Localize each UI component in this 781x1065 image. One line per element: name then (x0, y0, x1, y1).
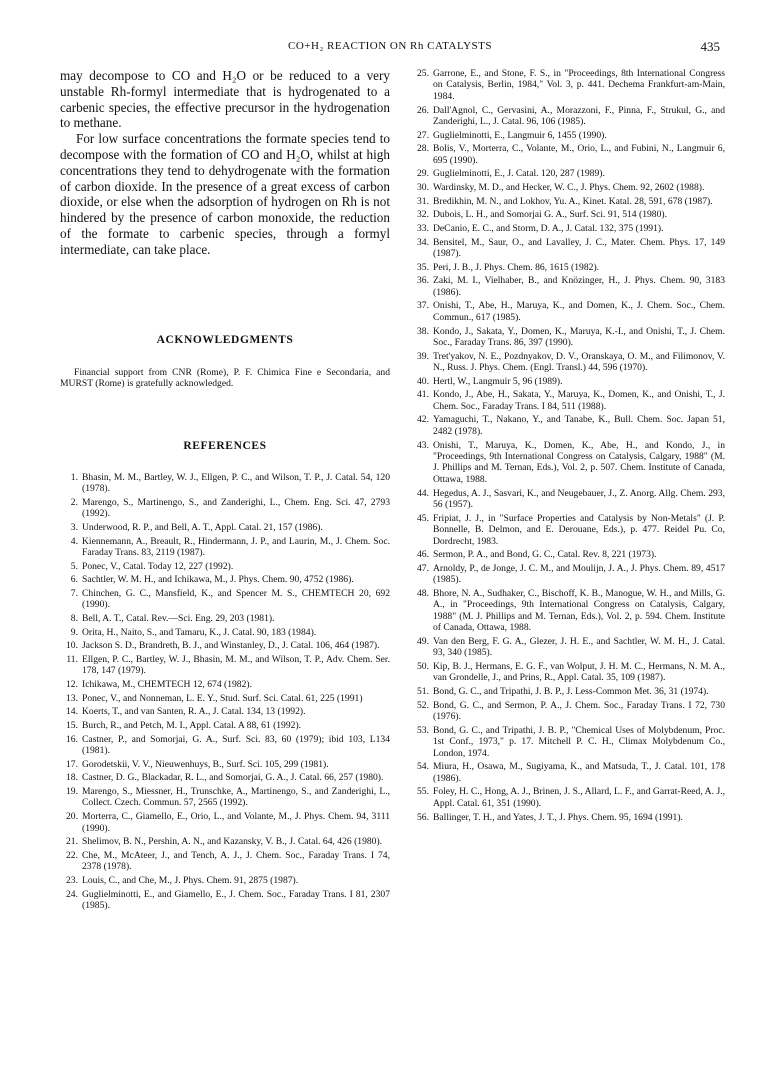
reference-text: Guglielminotti, E., Langmuir 6, 1455 (1990). (433, 129, 607, 141)
reference-item (413, 414, 725, 437)
reference-item (413, 105, 725, 128)
reference-number: 27. (417, 129, 429, 141)
reference-number: 18. (66, 772, 78, 784)
reference-number: 8. (70, 613, 78, 625)
reference-text: Bond, G. C., and Sermon, P. A., J. Chem. Soc., Faraday Trans. I 72, 730 (1976). (433, 699, 725, 723)
reference-number: 29. (417, 168, 429, 180)
reference-item (413, 143, 725, 166)
reference-text: Ellgen, P. C., Bartley, W. J., Bhasin, M. M., and Wilson, T. P., Adv. Chem. Ser. 178, 147 (1979). (82, 653, 390, 677)
reference-number: 36. (417, 275, 429, 287)
reference-item (413, 237, 725, 260)
reference-number: 12. (66, 679, 78, 691)
body-paragraph-2: For low surface concentrations the formate species tend to decompose with the formation of CO and H₂O, whilst at high concentrations they tend to dehydrogenate with the formation of carbon dioxide. In the presence of a great excess of carbon dioxide, or else when the adsorption of hydrogen on Rh is not hindered by the presence of carbon monoxide, the reduction of the formate to carbenic species, through a formyl intermediate, can take place. (60, 131, 390, 257)
reference-text: Bond, G. C., and Tripathi, J. B. P., J. Less-Common Met. 36, 31 (1974). (433, 686, 709, 698)
reference-text: Foley, H. C., Hong, A. J., Brinen, J. S., Allard, L. F., and Garrat-Reed, A. J., Appl. Catal. 61, 351 (1990). (433, 786, 725, 809)
reference-item (60, 536, 390, 559)
reference-text: Orita, H., Naito, S., and Tamaru, K., J. Catal. 90, 183 (1984). (82, 626, 317, 638)
reference-number: 49. (417, 635, 429, 647)
reference-item (413, 440, 725, 486)
reference-number: 43. (417, 439, 429, 451)
reference-number: 14. (66, 706, 78, 718)
reference-number: 26. (417, 104, 429, 116)
running-head: CO+H₂ REACTION ON Rh CATALYSTS (288, 40, 492, 52)
reference-number: 44. (417, 487, 429, 499)
reference-text: Guglielminotti, E., and Giamello, E., J. Chem. Soc., Faraday Trans. I 81, 2307 (1985). (82, 888, 390, 912)
reference-item (413, 686, 725, 697)
reference-text: Marengo, S., Martinengo, S., and Zanderighi, L., Chem. Eng. Sci. 47, 2793 (1992). (82, 496, 390, 520)
reference-item (60, 734, 390, 757)
reference-number: 1. (70, 471, 78, 483)
reference-item (413, 661, 725, 684)
reference-text: Bolis, V., Morterra, C., Volante, M., Orio, L., and Fubini, N., Langmuir 6, 695 (1990). (433, 143, 725, 166)
reference-text: Kip, B. J., Hermans, E. G. F., van Wolput, J. H. M. C., Hermans, N. M. A., van Grondelle, J., and Prins, R., Appl. Catal. 35, 109 (1987). (433, 660, 725, 684)
reference-text: Bredikhin, M. N., and Lokhov, Yu. A., Kinet. Katal. 28, 591, 678 (1987). (433, 195, 713, 207)
reference-item (60, 836, 390, 847)
reference-item (60, 679, 390, 690)
reference-number: 10. (66, 640, 78, 652)
reference-item (413, 196, 725, 207)
reference-text: Burch, R., and Petch, M. I., Appl. Catal. A 88, 61 (1992). (82, 719, 302, 731)
reference-item (413, 700, 725, 723)
reference-item (60, 497, 390, 520)
reference-item (60, 561, 390, 572)
reference-text: Ichikawa, M., CHEMTECH 12, 674 (1982). (82, 679, 252, 691)
reference-item (60, 772, 390, 783)
right-column (413, 68, 725, 825)
reference-text: Kiennemann, A., Breault, R., Hindermann, J. P., and Laurin, M., J. Chem. Soc. Faraday Trans. 83, 2119 (1987). (82, 535, 390, 559)
reference-number: 23. (66, 874, 78, 886)
reference-number: 53. (417, 724, 429, 736)
reference-text: Tret'yakov, N. E., Pozdnyakov, D. V., Oranskaya, O. M., and Filimonov, V. N., Russ. J. Phys. Chem. (Engl. Transl.) 44, 596 (1970). (433, 350, 725, 374)
reference-item (413, 68, 725, 102)
reference-text: Sachtler, W. M. H., and Ichikawa, M., J. Phys. Chem. 90, 4752 (1986). (82, 574, 354, 586)
reference-item (60, 472, 390, 495)
reference-item (413, 786, 725, 809)
reference-text: Garrone, E., and Stone, F. S., in "Proceedings, 8th International Congress on Catalysis, Berlin, 1984," Vol. 3, p. 441. Dechema Frankfurt-am-Main, 1984. (433, 68, 725, 102)
reference-text: Van den Berg, F. G. A., Glezer, J. H. E., and Sachtler, W. M. H., J. Catal. 93, 340 (1985). (433, 635, 725, 659)
reference-item (413, 300, 725, 323)
reference-number: 7. (70, 587, 78, 599)
reference-text: Sermon, P. A., and Bond, G. C., Catal. Rev. 8, 221 (1973). (433, 549, 657, 561)
reference-item (413, 223, 725, 234)
body-paragraph-1: may decompose to CO and H₂O or be reduced to a very unstable Rh-formyl intermediate that is hydrogenated to a carbenic species, the effective precursor in the hydrogenation to methane. (60, 68, 390, 131)
reference-number: 52. (417, 699, 429, 711)
reference-item (413, 812, 725, 823)
reference-item (60, 522, 390, 533)
reference-item (60, 811, 390, 834)
page-header (60, 40, 720, 56)
reference-text: Dall'Agnol, C., Gervasini, A., Morazzoni, F., Pinna, F., Strukul, G., and Zanderighi, L., J. Catal. 96, 106 (1985). (433, 104, 725, 127)
reference-text: Bell, A. T., Catal. Rev.—Sci. Eng. 29, 203 (1981). (82, 613, 275, 625)
reference-item (60, 627, 390, 638)
reference-number: 28. (417, 143, 429, 155)
reference-number: 25. (417, 68, 429, 79)
reference-item (413, 563, 725, 586)
reference-number: 39. (417, 350, 429, 362)
reference-text: Hertl, W., Langmuir 5, 96 (1989). (433, 375, 563, 387)
reference-number: 21. (66, 836, 78, 848)
reference-item (60, 759, 390, 770)
reference-text: Kondo, J., Abe, H., Sakata, Y., Maruya, K., Domen, K., and Onishi, T., J. Chem. Soc., Faraday Trans. I 84, 511 (1988). (433, 389, 725, 412)
reference-item (60, 720, 390, 731)
reference-text: Che, M., McAteer, J., and Tench, A. J., J. Chem. Soc., Faraday Trans. I 74, 2378 (1978). (82, 849, 390, 873)
reference-number: 37. (417, 300, 429, 312)
reference-number: 17. (66, 758, 78, 770)
page-number: 435 (700, 39, 720, 54)
reference-number: 22. (66, 849, 78, 861)
reference-text: Ballinger, T. H., and Yates, J. T., J. Phys. Chem. 95, 1694 (1991). (433, 811, 683, 823)
reference-number: 13. (66, 692, 78, 704)
reference-number: 16. (66, 733, 78, 745)
reference-number: 48. (417, 587, 429, 599)
reference-text: Fripiat, J. J., in "Surface Properties and Catalysis by Non-Metals" (J. P. Bonnelle, B. Delmon, and E. Derouane, Eds.), p. 477. Reidel Pu. Co, Dordrecht, 1983. (433, 512, 725, 547)
reference-text: Miura, H., Osawa, M., Sugiyama, K., and Matsuda, T., J. Catal. 101, 178 (1986). (433, 761, 725, 784)
reference-text: Hegedus, A. J., Sasvari, K., and Neugebauer, J., Z. Anorg. Allg. Chem. 293, 56 (1957). (433, 487, 725, 510)
left-column (60, 68, 390, 914)
reference-text: Onishi, T., Abe, H., Maruya, K., and Domen, K., J. Chem. Soc., Chem. Commun., 617 (1985). (433, 300, 725, 323)
reference-number: 47. (417, 562, 429, 574)
reference-text: Underwood, R. P., and Bell, A. T., Appl. Catal. 21, 157 (1986). (82, 521, 323, 533)
reference-number: 5. (70, 560, 78, 572)
reference-number: 3. (70, 521, 78, 533)
reference-number: 2. (70, 496, 78, 508)
reference-number: 51. (417, 686, 429, 698)
reference-number: 4. (70, 535, 78, 547)
reference-item (413, 275, 725, 298)
reference-item (60, 850, 390, 873)
reference-item (413, 376, 725, 387)
reference-text: Peri, J. B., J. Phys. Chem. 86, 1615 (1982). (433, 261, 600, 273)
reference-item (413, 209, 725, 220)
reference-item (60, 640, 390, 651)
reference-text: Ponec, V., and Nonneman, L. E. Y., Stud. Surf. Sci. Catal. 61, 225 (1991) (82, 692, 363, 704)
reference-item (60, 588, 390, 611)
reference-item (60, 706, 390, 717)
reference-number: 33. (417, 222, 429, 234)
references-heading: REFERENCES (183, 439, 267, 452)
reference-number: 24. (66, 888, 78, 900)
reference-text: Zaki, M. I., Vielhaber, B., and Knözinger, H., J. Phys. Chem. 90, 3183 (1986). (433, 275, 725, 298)
acknowledgments-heading: ACKNOWLEDGMENTS (156, 333, 294, 346)
reference-text: Koerts, T., and van Santen, R. A., J. Catal. 134, 13 (1992). (82, 706, 306, 718)
reference-item (413, 725, 725, 759)
reference-number: 42. (417, 414, 429, 426)
reference-number: 41. (417, 389, 429, 401)
reference-item (60, 574, 390, 585)
reference-text: Shelimov, B. N., Pershin, A. N., and Kazansky, V. B., J. Catal. 64, 426 (1980). (82, 836, 383, 848)
reference-list-right (413, 68, 725, 823)
reference-text: Dubois, L. H., and Somorjai G. A., Surf. Sci. 91, 514 (1980). (433, 209, 667, 221)
reference-number: 54. (417, 761, 429, 773)
reference-number: 19. (66, 786, 78, 797)
reference-number: 55. (417, 786, 429, 798)
reference-text: Gorodetskii, V. V., Nieuwenhuys, B., Surf. Sci. 105, 299 (1981). (82, 758, 329, 770)
reference-text: Onishi, T., Maruya, K., Domen, K., Abe, H., and Kondo, J., in "Proceedings, 9th International Congress on Catalysis, Calgary, 1988" (M. J. Phillips and M. Ternan, Eds.), Vol. 2, p. 507. Chem. Institute of Canada, Ottawa, 1988. (433, 439, 725, 485)
reference-item (413, 488, 725, 511)
reference-item (413, 389, 725, 412)
reference-item (413, 636, 725, 659)
reference-text: Wardinsky, M. D., and Hecker, W. C., J. Phys. Chem. 92, 2602 (1988). (433, 182, 705, 194)
reference-text: Bond, G. C., and Tripathi, J. B. P., "Chemical Uses of Molybdenum, Proc. 1st Conf., 1973," p. 17. Mitchell P. C. H., Climax Molybdenum Co., London, 1974. (433, 724, 725, 759)
reference-number: 34. (417, 236, 429, 248)
reference-text: Bhasin, M. M., Bartley, W. J., Ellgen, P. C., and Wilson, T. P., J. Catal. 54, 120 (1978). (82, 471, 390, 495)
reference-item (413, 351, 725, 374)
reference-item (60, 693, 390, 704)
reference-number: 30. (417, 182, 429, 194)
reference-number: 31. (417, 195, 429, 207)
reference-number: 40. (417, 375, 429, 387)
reference-item (413, 326, 725, 349)
reference-item (413, 262, 725, 273)
reference-item (60, 654, 390, 677)
acknowledgments-text: Financial support from CNR (Rome), P. F. Chimica Fine e Secondaria, and MURST (Rome) is gratefully acknowledged. (60, 366, 390, 390)
reference-text: Chinchen, G. C., Mansfield, K., and Spencer M. S., CHEMTECH 20, 692 (1990). (82, 587, 390, 611)
reference-text: Bhore, N. A., Sudhaker, C., Bischoff, K. B., Manogue, W. H., and Mills, G. A., in "Proceedings, 9th International Congress on Catalysis, Calgary, 1988" (M. J. Phillips and M. Ternan, Eds.), Vol. 2, p. 594. Chem. Institute of Canada, Ottawa, 1988. (433, 587, 725, 634)
reference-text: Arnoldy, P., de Jonge, J. C. M., and Moulijn, J. A., J. Phys. Chem. 89, 4517 (1985). (433, 562, 725, 586)
reference-number: 50. (417, 660, 429, 672)
reference-number: 32. (417, 209, 429, 221)
reference-text: Yamaguchi, T., Nakano, Y., and Tanabe, K., Bull. Chem. Soc. Japan 51, 2482 (1978). (433, 414, 725, 437)
reference-text: Castner, D. G., Blackadar, R. L., and Somorjai, G. A., J. Catal. 66, 257 (1980). (82, 772, 384, 784)
reference-text: Jackson S. D., Brandreth, B. J., and Winstanley, D., J. Catal. 106, 464 (1987). (82, 640, 380, 652)
reference-text: Louis, C., and Che, M., J. Phys. Chem. 91, 2875 (1987). (82, 874, 299, 886)
reference-number: 56. (417, 811, 429, 823)
reference-number: 38. (417, 325, 429, 337)
reference-text: Guglielminotti, E., J. Catal. 120, 287 (1989). (433, 168, 605, 180)
reference-text: Kondo, J., Sakata, Y., Domen, K., Maruya, K.-I., and Onishi, T., J. Chem. Soc., Faraday Trans. 86, 397 (1990). (433, 325, 725, 348)
reference-item (413, 513, 725, 547)
reference-item (413, 130, 725, 141)
reference-text: Castner, P., and Somorjai, G. A., Surf. Sci. 83, 60 (1979); ibid 103, L134 (1981). (82, 733, 390, 757)
reference-item (60, 875, 390, 886)
reference-item (413, 182, 725, 193)
reference-number: 9. (70, 626, 78, 638)
reference-text: DeCanio, E. C., and Storm, D. A., J. Catal. 132, 375 (1991). (433, 222, 664, 234)
reference-text: Bensitel, M., Saur, O., and Lavalley, J. C., Mater. Chem. Phys. 17, 149 (1987). (433, 236, 725, 260)
reference-item (60, 786, 390, 809)
reference-item (413, 761, 725, 784)
reference-text: Morterra, C., Giamello, E., Orio, L., and Volante, M., J. Phys. Chem. 94, 3111 (1990). (82, 811, 390, 834)
reference-item (413, 588, 725, 634)
reference-number: 46. (417, 549, 429, 561)
reference-number: 11. (66, 653, 78, 665)
reference-number: 15. (66, 719, 78, 731)
reference-number: 45. (417, 512, 429, 524)
reference-item (413, 549, 725, 560)
reference-item (413, 168, 725, 179)
reference-number: 20. (66, 811, 78, 823)
reference-item (60, 613, 390, 624)
reference-list-left (60, 472, 390, 912)
reference-text: Ponec, V., Catal. Today 12, 227 (1992). (82, 560, 234, 572)
reference-number: 6. (70, 574, 78, 586)
reference-item (60, 889, 390, 912)
reference-text: Marengo, S., Miessner, H., Trunschke, A., Martinengo, S., and Zanderighi, L., Collect. Czech. Commun. 57, 2565 (1992). (82, 786, 390, 809)
reference-number: 35. (417, 261, 429, 273)
